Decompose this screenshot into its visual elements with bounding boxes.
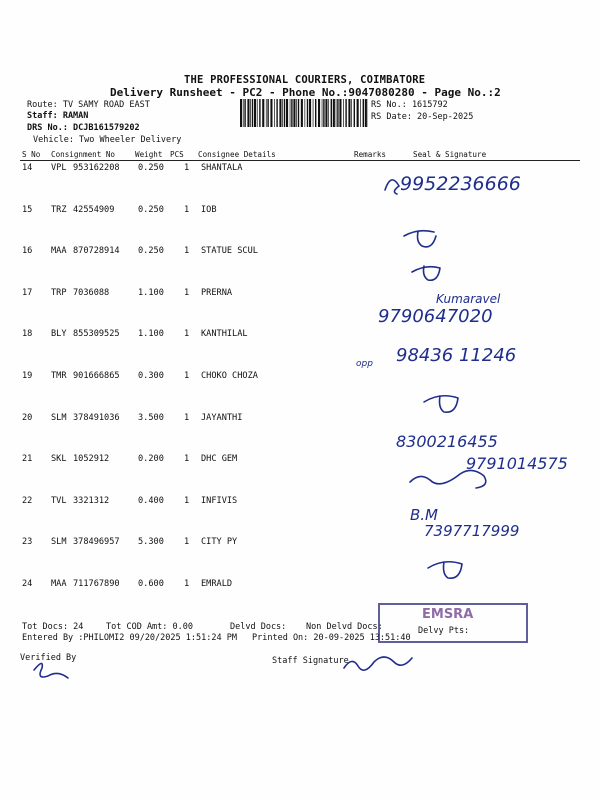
s22-phone: 9791014575 (466, 454, 568, 473)
row-consignee: STATUE SCUL (201, 246, 258, 256)
vehicle-label: Vehicle: Two Wheeler Delivery (33, 135, 182, 145)
row-number: 870728914 (73, 246, 120, 256)
col-consignment: Consignment No (51, 150, 116, 159)
row-number: 3321312 (73, 496, 110, 506)
verifier-signature-icon (34, 663, 68, 678)
seal-stamp (378, 603, 528, 643)
row-pcs: 1 (184, 537, 190, 547)
row-weight: 0.200 (138, 454, 164, 464)
s20-signature-icon (424, 396, 458, 412)
s16-signature-icon (412, 266, 440, 280)
row-number: 378491036 (73, 413, 120, 423)
row-sno: 23 (22, 537, 33, 547)
row-sno: 24 (22, 579, 33, 589)
row-weight: 0.600 (138, 579, 164, 589)
drs-label: DRS No.: DCJB161579202 (27, 123, 140, 133)
s14-scribble-icon (385, 180, 399, 194)
row-prefix: SKL (51, 454, 67, 464)
s14-phone: 9952236666 (400, 173, 521, 195)
row-pcs: 1 (184, 496, 190, 506)
row-pcs: 1 (184, 371, 190, 381)
row-weight: 0.250 (138, 205, 164, 215)
row-prefix: SLM (51, 413, 67, 423)
s17-name: Kumaravel (436, 292, 501, 306)
s18-phone: 98436 11246 (396, 345, 517, 366)
row-pcs: 1 (184, 246, 190, 256)
row-weight: 5.300 (138, 537, 164, 547)
printed-on: Printed On: 20-09-2025 13:51:40 (252, 633, 411, 643)
row-sno: 15 (22, 205, 33, 215)
row-prefix: MAA (51, 246, 67, 256)
verified-by-label: Verified By (20, 653, 77, 663)
non-delivered-docs: Non Delvd Docs: (306, 622, 383, 632)
staff-signature-icon (344, 657, 412, 670)
row-prefix: TMR (51, 371, 67, 381)
row-sno: 14 (22, 163, 33, 173)
row-number: 953162208 (73, 163, 120, 173)
row-number: 7036088 (73, 288, 110, 298)
s21-phone: 8300216455 (396, 432, 498, 451)
s18-prefix: opp (356, 359, 373, 369)
col-consignee: Consignee Details (198, 150, 276, 159)
row-pcs: 1 (184, 205, 190, 215)
row-sno: 21 (22, 454, 33, 464)
row-consignee: PRERNA (201, 288, 233, 298)
s23-name: B.M (410, 506, 439, 524)
row-consignee: KANTHILAL (201, 329, 248, 339)
rs-date: RS Date: 20-Sep-2025 (371, 112, 474, 122)
row-consignee: CITY PY (201, 537, 238, 547)
row-consignee: JAYANTHI (201, 413, 243, 423)
row-prefix: MAA (51, 579, 67, 589)
row-number: 855309525 (73, 329, 120, 339)
row-weight: 1.100 (138, 329, 164, 339)
s22-scribble-icon (410, 470, 486, 488)
col-seal-signature: Seal & Signature (413, 150, 487, 159)
rs-number: RS No.: 1615792 (371, 100, 448, 110)
delivery-points: Delvy Pts: (418, 626, 470, 636)
row-pcs: 1 (184, 163, 190, 173)
col-weight: Weight (135, 150, 163, 159)
row-weight: 0.400 (138, 496, 164, 506)
col-remarks: Remarks (354, 150, 387, 159)
row-number: 42554909 (73, 205, 115, 215)
entered-by: Entered By :PHILOMI2 09/20/2025 1:51:24 PM (22, 633, 237, 643)
row-consignee: CHOKO CHOZA (201, 371, 258, 381)
row-pcs: 1 (184, 329, 190, 339)
row-consignee: EMRALD (201, 579, 233, 589)
row-pcs: 1 (184, 413, 190, 423)
total-docs: Tot Docs: 24 (22, 622, 84, 632)
s17-phone: 9790647020 (378, 306, 493, 327)
s24-signature-icon (428, 562, 462, 578)
staff-signature-label: Staff Signature (272, 656, 349, 666)
staff-label: Staff: RAMAN (27, 111, 89, 121)
row-prefix: TVL (51, 496, 67, 506)
runsheet-subtitle: Delivery Runsheet - PC2 - Phone No.:9047080280 - Page No.:2 (110, 86, 501, 99)
row-consignee: INFIVIS (201, 496, 238, 506)
route-label: Route: TV SAMY ROAD EAST (27, 100, 150, 110)
row-weight: 0.250 (138, 246, 164, 256)
s15-signature-icon (404, 231, 436, 247)
row-sno: 17 (22, 288, 33, 298)
s23-phone: 7397717999 (424, 522, 520, 540)
col-pcs: PCS (170, 150, 184, 159)
row-prefix: SLM (51, 537, 67, 547)
row-consignee: IOB (201, 205, 217, 215)
stamp-text: EMSRA (422, 607, 474, 622)
row-number: 901666865 (73, 371, 120, 381)
company-title: THE PROFESSIONAL COURIERS, COIMBATORE (184, 74, 426, 86)
row-pcs: 1 (184, 288, 190, 298)
col-sno: S No (22, 150, 41, 159)
row-sno: 20 (22, 413, 33, 423)
row-pcs: 1 (184, 454, 190, 464)
row-weight: 0.250 (138, 163, 164, 173)
row-weight: 3.500 (138, 413, 164, 423)
row-prefix: BLY (51, 329, 67, 339)
row-prefix: VPL (51, 163, 67, 173)
row-consignee: DHC GEM (201, 454, 238, 464)
row-sno: 18 (22, 329, 33, 339)
row-weight: 1.100 (138, 288, 164, 298)
row-number: 711767890 (73, 579, 120, 589)
row-consignee: SHANTALA (201, 163, 243, 173)
row-weight: 0.300 (138, 371, 164, 381)
delivered-docs: Delvd Docs: (230, 622, 287, 632)
row-pcs: 1 (184, 579, 190, 589)
row-sno: 22 (22, 496, 33, 506)
row-number: 378496957 (73, 537, 120, 547)
row-prefix: TRP (51, 288, 67, 298)
row-sno: 16 (22, 246, 33, 256)
row-number: 1052912 (73, 454, 110, 464)
row-prefix: TRZ (51, 205, 67, 215)
row-sno: 19 (22, 371, 33, 381)
total-cod-amount: Tot COD Amt: 0.00 (106, 622, 193, 632)
